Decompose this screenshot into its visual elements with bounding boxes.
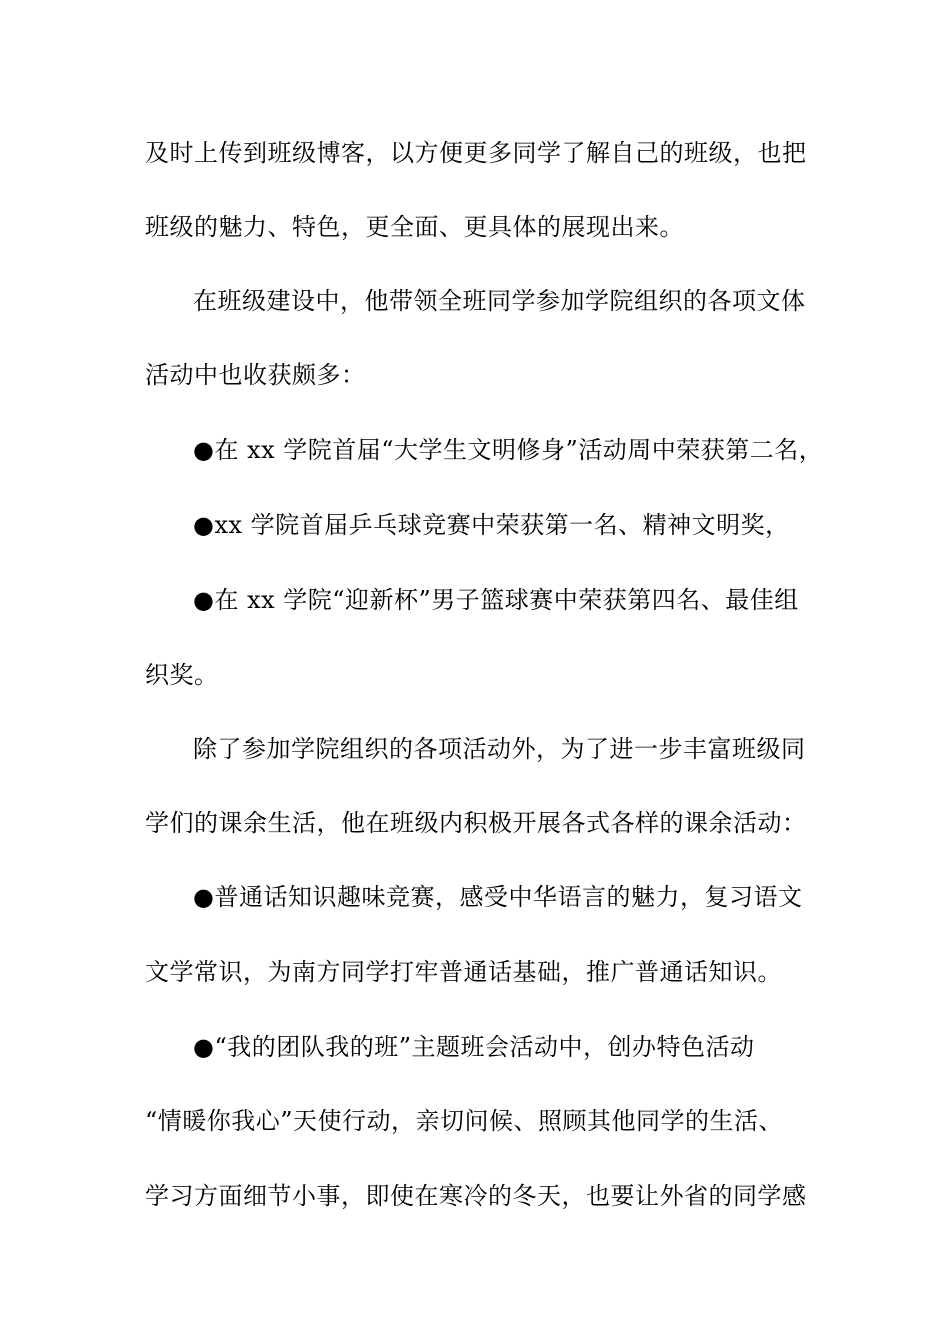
text-line: 活动中也收获颇多： <box>145 361 366 389</box>
bullet-item: ●在 xx 学院首届“大学生文明修身”活动周中荣获第二名， <box>193 436 824 464</box>
bullet-item: ●普通话知识趣味竞赛，感受中华语言的魅力，复习语文 <box>193 883 803 911</box>
text-line: 学们的课余生活，他在班级内积极开展各式各样的课余活动： <box>145 809 807 837</box>
bullet-item: ●在 xx 学院“迎新杯”男子篮球赛中荣获第四名、最佳组 <box>193 586 799 614</box>
paragraph-start-line: 除了参加学院组织的各项活动外，为了进一步丰富班级同 <box>193 735 806 763</box>
bullet-item: ●xx 学院首届乒乓球竞赛中荣获第一名、精神文明奖， <box>193 511 790 539</box>
text-line: 文学常识，为南方同学打牢普通话基础，推广普通话知识。 <box>145 958 782 986</box>
text-line: 学习方面细节小事，即使在寒冷的冬天，也要让外省的同学感 <box>145 1182 807 1210</box>
paragraph-start-line: 在班级建设中，他带领全班同学参加学院组织的各项文体 <box>193 287 806 315</box>
text-line: “情暖你我心”天使行动，亲切问候、照顾其他同学的生活、 <box>145 1107 784 1135</box>
bullet-item: ●“我的团队我的班”主题班会活动中，创办特色活动 <box>193 1033 755 1061</box>
text-line: 班级的魅力、特色，更全面、更具体的展现出来。 <box>145 213 684 241</box>
text-line: 及时上传到班级博客，以方便更多同学了解自己的班级，也把 <box>145 139 807 167</box>
text-line: 织奖。 <box>145 661 219 689</box>
